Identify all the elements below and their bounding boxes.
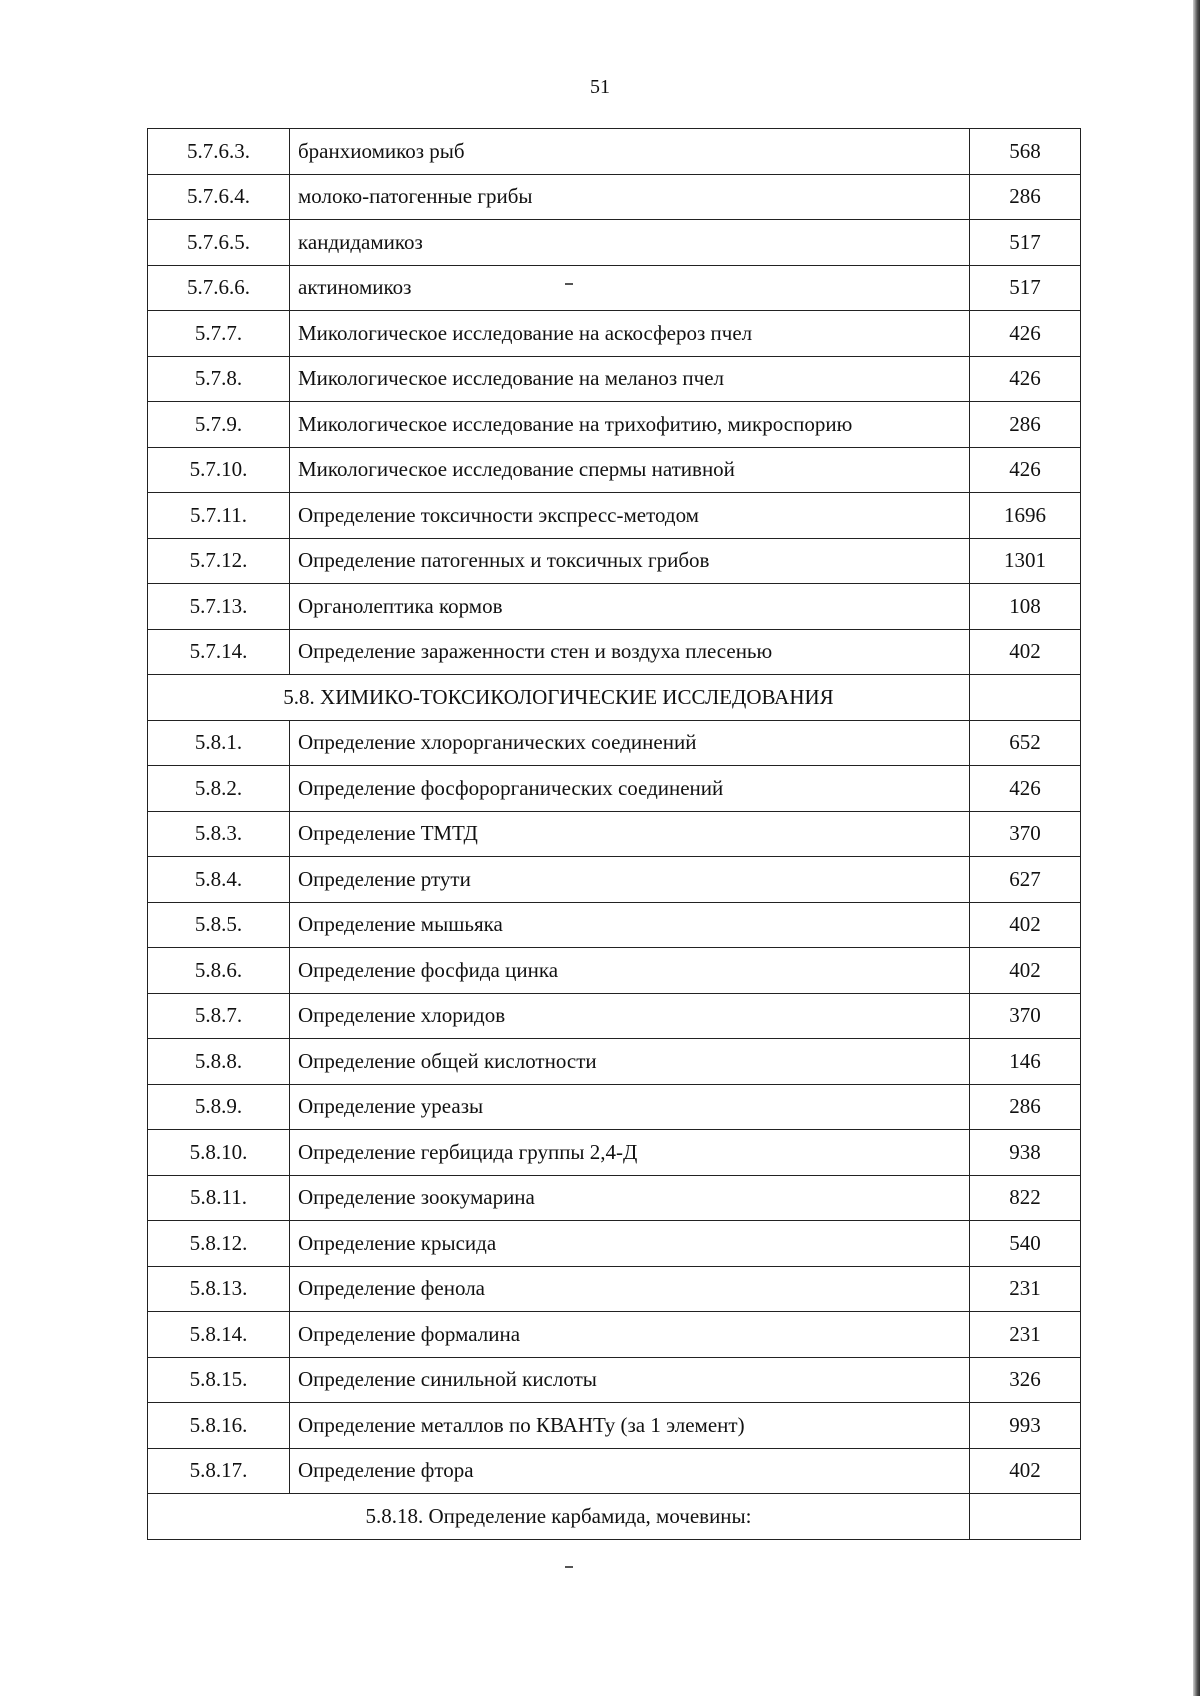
price-cell: 652: [970, 720, 1081, 766]
section-title: 5.8. ХИМИКО-ТОКСИКОЛОГИЧЕСКИЕ ИССЛЕДОВАНИЯ: [148, 675, 970, 721]
code-cell: 5.8.17.: [148, 1448, 290, 1494]
table-row: [148, 811, 1081, 857]
name-cell: Определение ТМТД: [290, 811, 970, 857]
table-row: [148, 265, 1081, 311]
price-cell: 286: [970, 1084, 1081, 1130]
scan-speck: [565, 283, 573, 285]
code-cell: 5.8.9.: [148, 1084, 290, 1130]
name-cell: Определение фосфида цинка: [290, 948, 970, 994]
price-cell: 286: [970, 174, 1081, 220]
price-cell: 402: [970, 948, 1081, 994]
code-cell: 5.7.8.: [148, 356, 290, 402]
table-row: [148, 538, 1081, 584]
price-cell: 1301: [970, 538, 1081, 584]
price-cell: 627: [970, 857, 1081, 903]
price-cell: 108: [970, 584, 1081, 630]
table-row: [148, 1312, 1081, 1358]
table-row: [148, 629, 1081, 675]
price-cell: 326: [970, 1357, 1081, 1403]
table-row: [148, 493, 1081, 539]
name-cell: Определение токсичности экспресс-методом: [290, 493, 970, 539]
table-row: [148, 402, 1081, 448]
code-cell: 5.7.10.: [148, 447, 290, 493]
table-row: [148, 993, 1081, 1039]
name-cell: Определение хлорорганических соединений: [290, 720, 970, 766]
price-cell-empty: [970, 1494, 1081, 1540]
price-cell: 822: [970, 1175, 1081, 1221]
code-cell: 5.7.6.5.: [148, 220, 290, 266]
code-cell: 5.8.4.: [148, 857, 290, 903]
code-cell: 5.7.13.: [148, 584, 290, 630]
name-cell: кандидамикоз: [290, 220, 970, 266]
code-cell: 5.8.16.: [148, 1403, 290, 1449]
price-cell: 286: [970, 402, 1081, 448]
table-row: [148, 584, 1081, 630]
code-cell: 5.7.7.: [148, 311, 290, 357]
table-row: [148, 447, 1081, 493]
table-row: [148, 1357, 1081, 1403]
code-cell: 5.8.11.: [148, 1175, 290, 1221]
price-cell: 426: [970, 311, 1081, 357]
price-table-body: [148, 129, 1081, 1540]
scan-speck: [565, 1566, 573, 1568]
name-cell: Микологическое исследование на аскосфероз пчел: [290, 311, 970, 357]
name-cell: бранхиомикоз рыб: [290, 129, 970, 175]
price-cell: 402: [970, 629, 1081, 675]
name-cell: Органолептика кормов: [290, 584, 970, 630]
code-cell: 5.8.5.: [148, 902, 290, 948]
code-cell: 5.7.12.: [148, 538, 290, 584]
code-cell: 5.8.15.: [148, 1357, 290, 1403]
name-cell: Микологическое исследование на трихофитию, микроспорию: [290, 402, 970, 448]
table-row: [148, 220, 1081, 266]
table-row: [148, 1403, 1081, 1449]
price-cell: 426: [970, 447, 1081, 493]
code-cell: 5.8.7.: [148, 993, 290, 1039]
name-cell: Микологическое исследование на меланоз пчел: [290, 356, 970, 402]
name-cell: Определение мышьяка: [290, 902, 970, 948]
name-cell: Определение ртути: [290, 857, 970, 903]
table-row: [148, 857, 1081, 903]
name-cell: Определение фенола: [290, 1266, 970, 1312]
code-cell: 5.7.6.4.: [148, 174, 290, 220]
name-cell: Определение фтора: [290, 1448, 970, 1494]
table-row: [148, 1084, 1081, 1130]
price-cell: 231: [970, 1266, 1081, 1312]
section-row: [148, 1494, 1081, 1540]
name-cell: актиномикоз: [290, 265, 970, 311]
name-cell: Определение гербицида группы 2,4-Д: [290, 1130, 970, 1176]
code-cell: 5.8.3.: [148, 811, 290, 857]
price-cell: 517: [970, 220, 1081, 266]
name-cell: Определение синильной кислоты: [290, 1357, 970, 1403]
code-cell: 5.8.1.: [148, 720, 290, 766]
price-table: [147, 128, 1081, 1540]
table-row: [148, 902, 1081, 948]
price-cell: 146: [970, 1039, 1081, 1085]
code-cell: 5.8.12.: [148, 1221, 290, 1267]
name-cell: Определение зоокумарина: [290, 1175, 970, 1221]
price-cell: 370: [970, 811, 1081, 857]
code-cell: 5.7.6.3.: [148, 129, 290, 175]
price-cell: 231: [970, 1312, 1081, 1358]
name-cell: Определение крысида: [290, 1221, 970, 1267]
table-row: [148, 129, 1081, 175]
name-cell: молоко-патогенные грибы: [290, 174, 970, 220]
table-row: [148, 1130, 1081, 1176]
section-title: 5.8.18. Определение карбамида, мочевины:: [148, 1494, 970, 1540]
table-row: [148, 174, 1081, 220]
table-row: [148, 948, 1081, 994]
price-cell: 938: [970, 1130, 1081, 1176]
price-cell-empty: [970, 675, 1081, 721]
name-cell: Определение общей кислотности: [290, 1039, 970, 1085]
code-cell: 5.8.10.: [148, 1130, 290, 1176]
price-cell: 426: [970, 356, 1081, 402]
table-row: [148, 766, 1081, 812]
section-row: [148, 675, 1081, 721]
price-cell: 1696: [970, 493, 1081, 539]
table-row: [148, 1221, 1081, 1267]
name-cell: Определение хлоридов: [290, 993, 970, 1039]
table-row: [148, 1266, 1081, 1312]
price-cell: 993: [970, 1403, 1081, 1449]
price-cell: 370: [970, 993, 1081, 1039]
price-cell: 426: [970, 766, 1081, 812]
code-cell: 5.8.8.: [148, 1039, 290, 1085]
table-row: [148, 1448, 1081, 1494]
name-cell: Определение фосфорорганических соединений: [290, 766, 970, 812]
price-cell: 517: [970, 265, 1081, 311]
scan-edge: [1193, 0, 1200, 1696]
code-cell: 5.8.6.: [148, 948, 290, 994]
code-cell: 5.7.6.6.: [148, 265, 290, 311]
code-cell: 5.7.14.: [148, 629, 290, 675]
name-cell: Определение формалина: [290, 1312, 970, 1358]
code-cell: 5.8.2.: [148, 766, 290, 812]
name-cell: Микологическое исследование спермы нативной: [290, 447, 970, 493]
table-row: [148, 311, 1081, 357]
table-row: [148, 356, 1081, 402]
price-cell: 402: [970, 1448, 1081, 1494]
name-cell: Определение металлов по КВАНТу (за 1 элемент): [290, 1403, 970, 1449]
code-cell: 5.8.13.: [148, 1266, 290, 1312]
price-cell: 402: [970, 902, 1081, 948]
price-cell: 540: [970, 1221, 1081, 1267]
table-row: [148, 1175, 1081, 1221]
code-cell: 5.7.11.: [148, 493, 290, 539]
name-cell: Определение зараженности стен и воздуха плесенью: [290, 629, 970, 675]
code-cell: 5.7.9.: [148, 402, 290, 448]
name-cell: Определение патогенных и токсичных грибов: [290, 538, 970, 584]
table-row: [148, 1039, 1081, 1085]
page-number: 51: [590, 76, 610, 98]
price-cell: 568: [970, 129, 1081, 175]
code-cell: 5.8.14.: [148, 1312, 290, 1358]
name-cell: Определение уреазы: [290, 1084, 970, 1130]
table-row: [148, 720, 1081, 766]
